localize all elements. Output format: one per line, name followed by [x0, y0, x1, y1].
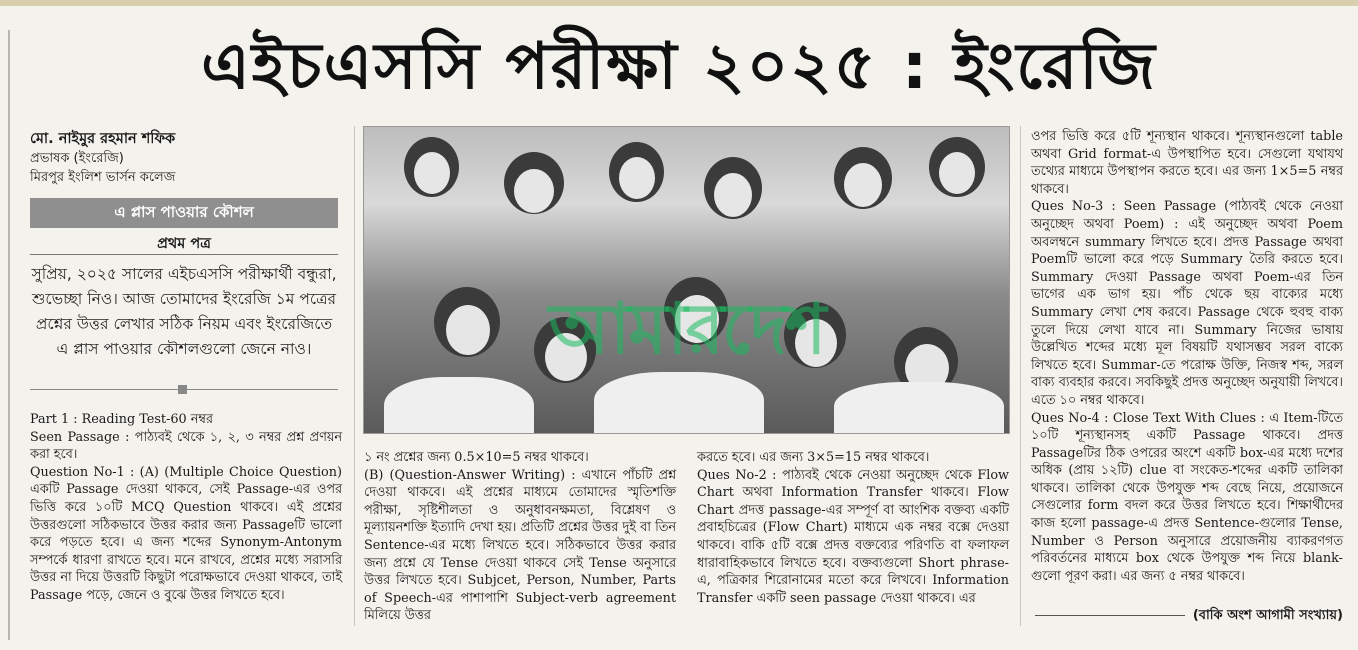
author-name: মো. নাইমুর রহমান শফিক — [30, 131, 176, 147]
paper-label: প্রথম পত্র — [157, 236, 211, 252]
continued-note — [1031, 606, 1343, 627]
article-column-2 — [364, 449, 676, 625]
students-celebration-photo — [363, 126, 1010, 434]
newspaper-watermark: আমারদেশ — [548, 288, 825, 370]
photo-shape — [714, 173, 752, 217]
section-title-bar — [30, 198, 338, 228]
column-paragraph: (B) (Question-Answer Writing) : এখানে পাঁচটি প্রশ্ন দেওয়া থাকবে। এই প্রশ্নের মাধ্যমে তোমাদের স্মৃতিশক্তি পরীক্ষা, সৃষ্টিশীলতা ও অনুধাবনক্ষমতা, বিশ্লেষণ ও মূল্যায়নশক্তি ইত্যাদি দেখা হয়। প্রতিটি প্রশ্নের উত্তর দুই বা তিন Sentence-এর মধ্যে লিখতে হবে। সঠিকভাবে উত্তর করার জন্য প্রশ্নে যে Tense দেওয়া থাকবে সেই Tense অনুসারে উত্তর লিখতে হবে। Subjcet, Person, Number, Parts of Speech-এর পাশাপাশি Subject-verb agreement মিলিয়ে উত্তর — [364, 467, 676, 624]
photo-shape — [844, 163, 882, 207]
column-paragraph: Ques No-4 : Close Text With Clues : এ Item-টিতে ১০টি শূন্যস্থানসহ একটি Passage থাকবে। প্রদত্ত Passageটির ঠিক ওপরের অংশে একটি box-এর মধ্যে দশের অধিক (প্রায় ১২টি) clue বা সংকেত-শব্দের একটি তালিকা থাকবে। তালিকা থেকে উপযুক্ত শব্দ বেছে নিয়ে, প্রয়োজনে সেগুলোর form বদল করে উত্তর লিখতে হবে। শিক্ষার্থীদের কাজ হলো passage-এ প্রদত্ত Sentence-গুলোর Tense, Number ও Person অনুসারে প্রয়োজনীয় ব্যাকরণগত পরিবর্তনের মাধ্যমে box থেকে উপযুক্ত শব্দ নিয়ে blank-গুলো পূরণ করা। এর জন্য ৫ নম্বর থাকবে। — [1031, 410, 1343, 584]
column-rule — [1020, 126, 1021, 626]
continued-rule — [1035, 615, 1185, 616]
column-paragraph: Seen Passage : পাঠ্যবই থেকে ১, ২, ৩ নম্বর প্রশ্ন প্রণয়ন করা হবে। — [30, 429, 342, 463]
column-paragraph: ওপর ভিত্তি করে ৫টি শূন্যস্থান থাকবে। শূন্যস্থানগুলো table অথবা Grid format-এ উপস্থাপিত হবে। সেগুলো যথাযথ তথ্যের মাধ্যমে উপস্থাপন করতে হবে। এর জন্য 1×5=5 নম্বর থাকবে। — [1031, 129, 1343, 197]
section-title: এ প্লাস পাওয়ার কৌশল — [114, 202, 254, 221]
article-column-3 — [697, 449, 1009, 607]
photo-shape — [619, 157, 655, 199]
intro-paragraph: সুপ্রিয়, ২০২৫ সালের এইচএসসি পরীক্ষার্থী বন্ধুরা, শুভেচ্ছা নিও। আজ তোমাদের ইংরেজি ১ম পত্রের প্রশ্নের উত্তর লেখার সঠিক নিয়ম এবং ইংরেজিতে এ প্লাস পাওয়ার কৌশলগুলো জেনে নাও। — [31, 265, 337, 358]
divider-square — [178, 385, 187, 394]
top-border — [0, 0, 1358, 6]
column-paragraph: Ques No-2 : পাঠ্যবই থেকে নেওয়া অনুচ্ছেদ থেকে Flow Chart অথবা Information Transfer থাকবে। Flow Chart প্রদত্ত passage-এর সম্পূর্ণ বা আংশিক বক্তব্য একটি প্রবাহচিত্রের (Flow Chart) মাধ্যমে এক নম্বর বক্সে দেওয়া থাকবে। বাকি ৫টি বক্সে প্রদত্ত বক্তব্যের পরিণতি বা ফলাফল ধারাবাহিকভাবে লিখতে হবে। বক্তব্যগুলো Short phrase-এ, পত্রিকার শিরোনামের মতো করে লিখবে। Information Transfer একটি seen passage দেওয়া থাকবে। এর — [697, 467, 1009, 606]
column-rule — [354, 126, 355, 626]
column-paragraph: Ques No-3 : Seen Passage (পাঠ্যবই থেকে নেওয়া অনুচ্ছেদ অথবা Poem) : এই অনুচ্ছেদ অথবা Poem অবলম্বনে summary লিখতে হবে। প্রদত্ত Passage অথবা Poemটি ভালো করে পড়ে Summary তৈরি করতে হবে। Summary দেওয়া Passage অথবা Poem-এর তিন ভাগের এক ভাগ হয়। পাঁচ থেকে ছয় বাক্যের মধ্যে Summary লেখা শেষ করবে। Passage থেকে হুবহু বাক্য তুলে দিয়ে লেখা যাবে না। Summary নিজের ভাষায় উল্লেখিত শব্দের মধ্যে মূল বিষয়টি যথাসম্ভব সরল বাক্যে লিখতে হবে। Summar-তে পরোক্ষ উক্তি, নিজস্ব শব্দ, সরল বাক্য ব্যবহার করবে। সবকিছুই প্রদত্ত অনুচ্ছেদ অনুযায়ী লিখবে। এতে ১০ নম্বর থাকবে। — [1031, 199, 1343, 408]
article-column-1 — [30, 411, 342, 605]
photo-shape — [514, 169, 554, 213]
continued-text: (বাকি অংশ আগামী সংখ্যায়) — [1192, 608, 1343, 623]
photo-shape — [939, 152, 975, 194]
column-paragraph: ১ নং প্রশ্নের জন্য 0.5×10=5 নম্বর থাকবে। — [364, 450, 589, 465]
headline: এইচএসসি পরীক্ষা ২০২৫ : ইংরেজি — [201, 30, 1157, 104]
author-byline — [30, 130, 345, 187]
article-column-4 — [1031, 128, 1343, 585]
author-institution: মিরপুর ইংলিশ ভার্সন কলেজ — [30, 170, 176, 185]
author-designation: প্রভাষক (ইংরেজি) — [30, 151, 124, 166]
column-paragraph: Question No-1 : (A) (Multiple Choice Question) একটি Passage দেওয়া থাকবে, সেই Passage-এর ওপর ভিত্তি করে ১০টি MCQ Question থাকবে। এই প্রশ্নের উত্তরগুলো সঠিকভাবে উত্তর করার জন্য Passageটি ভালো করে পড়তে হবে। এ জন্য শব্দের Synonym-Antonym সম্পর্কে ধারণা রাখতে হবে। মনে রাখবে, প্রশ্নের মধ্যে সরাসরি উত্তর না দিয়ে উত্তরটি কিছুটা পরোক্ষভাবে দেওয়া থাকবে, তাই Passage পড়ে, জেনে ও বুঝে উত্তর লিখতে হবে। — [30, 464, 342, 603]
paper-rule — [30, 254, 338, 255]
column-paragraph: Part 1 : Reading Test-60 নম্বর — [30, 412, 213, 427]
photo-shape — [414, 152, 450, 194]
column-paragraph: করতে হবে। এর জন্য 3×5=15 নম্বর থাকবে। — [697, 450, 930, 465]
